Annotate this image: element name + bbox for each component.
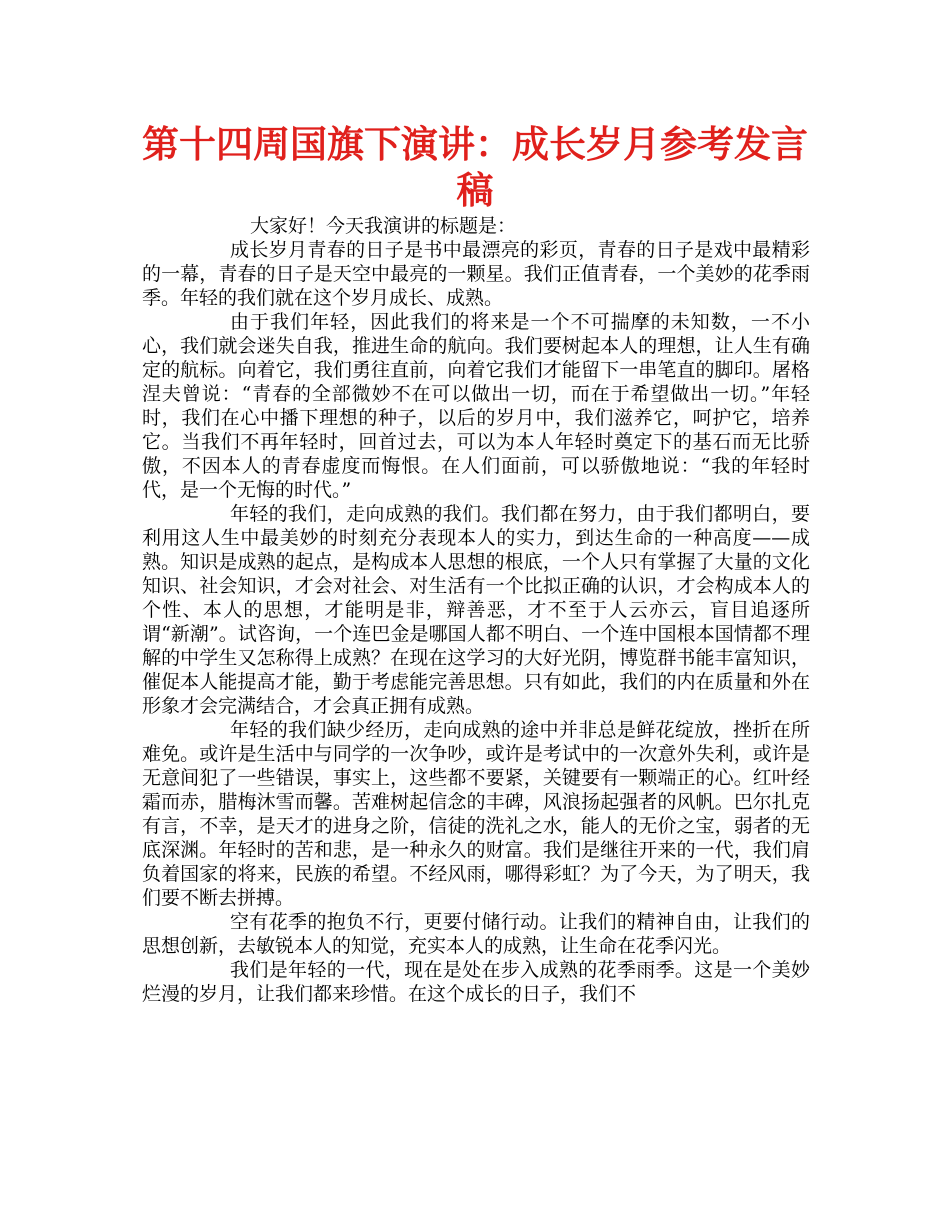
paragraph-6: 我们是年轻的一代，现在是处在步入成熟的花季雨季。这是一个美妙烂漫的岁月，让我们都来珍惜。在这个成长的日子，我们不 [142, 959, 810, 1005]
paragraph-2: 由于我们年轻，因此我们的将来是一个不可揣摩的未知数，一不小心，我们就会迷失自我，推进生命的航向。我们要树起本人的理想，让人生有确定的航标。向着它，我们勇往直前，向着它我们才能留下一串笔直的脚印。屠格涅夫曾说：“青春的全部微妙不在可以做出一切，而在于希望做出一切。”年轻时，我们在心中播下理想的种子，以后的岁月中，我们滋养它，呵护它，培养它。当我们不再年轻时，回首过去，可以为本人年轻时奠定下的基石而无比骄傲，不因本人的青春虚度而悔恨。在人们面前，可以骄傲地说：“我的年轻时代，是一个无悔的时代。” [142, 311, 810, 501]
speech-body [142, 214, 810, 1006]
page-title: 第十四周国旗下演讲：成长岁月参考发言稿 [142, 123, 808, 212]
paragraph-3: 年轻的我们，走向成熟的我们。我们都在努力，由于我们都明白，要利用这人生中最美妙的时刻充分表现本人的实力，到达生命的一种高度——成熟。知识是成熟的起点，是构成本人思想的根底，一个人只有掌握了大量的文化知识、社会知识，才会对社会、对生活有一个比拟正确的认识，才会构成本人的个性、本人的思想，才能明是非，辩善恶，才不至于人云亦云，盲目追逐所谓“新潮”。试咨询，一个连巴金是哪国人都不明白、一个连中国根本国情都不理解的中学生又怎称得上成熟？在现在这学习的大好光阴，博览群书能丰富知识，催促本人能提高才能，勤于考虑能完善思想。只有如此，我们的内在质量和外在形象才会完满结合，才会真正拥有成熟。 [142, 503, 810, 717]
paragraph-1: 成长岁月青春的日子是书中最漂亮的彩页，青春的日子是戏中最精彩的一幕，青春的日子是天空中最亮的一颗星。我们正值青春，一个美妙的花季雨季。年轻的我们就在这个岁月成长、成熟。 [142, 239, 810, 309]
paragraph-5: 空有花季的抱负不行，更要付储行动。让我们的精神自由，让我们的思想创新，去敏锐本人的知觉，充实本人的成熟，让生命在花季闪光。 [142, 911, 810, 957]
paragraph-4: 年轻的我们缺少经历，走向成熟的途中并非总是鲜花绽放，挫折在所难免。或许是生活中与同学的一次争吵，或许是考试中的一次意外失利，或许是无意间犯了一些错误，事实上，这些都不要紧，关键要有一颗端正的心。红叶经霜而赤，腊梅沐雪而馨。苦难树起信念的丰碑，风浪扬起强者的风帆。巴尔扎克有言，不幸，是天才的进身之阶，信徒的洗礼之水，能人的无价之宝，弱者的无底深渊。年轻时的苦和悲，是一种永久的财富。我们是继往开来的一代，我们肩负着国家的将来，民族的希望。不经风雨，哪得彩虹？为了今天，为了明天，我们要不断去拼搏。 [142, 719, 810, 909]
paragraph-greeting: 大家好！今天我演讲的标题是： [250, 215, 517, 237]
